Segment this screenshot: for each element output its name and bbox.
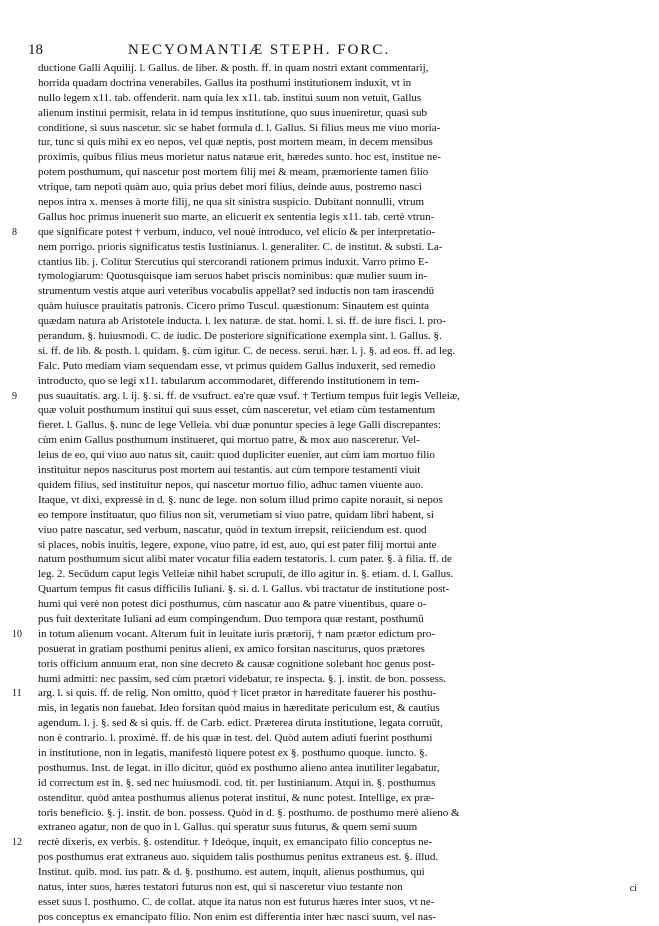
line-text: leius de eo, qui viuo auo natus sit, cauit: quod dupliciter euenier, aut cùm iam mortuo filio (38, 450, 435, 462)
margin-number: 10 (12, 628, 22, 640)
line-text: extraneo agatur, non de quo in l. Gallus. qui speratur suus futurus, & quem semi suum (38, 822, 418, 834)
line-text: quidem filius, sed instituitur nepos, qui nascetur mortuo filio, adhuc tamen viuente auo. (38, 479, 424, 491)
text-line (38, 568, 638, 583)
text-line (38, 241, 638, 256)
text-line (38, 464, 638, 479)
line-text: tymologiarum: Quotusquisque iam seruos habet priscis nominibus: quæ mulier suum in- (38, 271, 428, 283)
line-text: strumentum vestis atque auri veteribus vocabulis appellat? sed inductis non tam irascendū (38, 286, 435, 298)
text-line (38, 62, 638, 77)
line-text: posuerat in gratiam posthumi penitus alieni, ex amico forsitan nasciturus, quos prætores (38, 643, 425, 655)
text-line (38, 598, 638, 613)
line-text: arg. l. si quis. ff. de relig. Non omitto, quòd † licet prætor in hæreditate fauerer his posthu- (38, 688, 437, 700)
line-text: esset suus l. posthumo. C. de collat. atque ita natus non est futurus hæres inter suos, vt ne- (38, 896, 435, 908)
line-text: id correctum est in. §. sed nec huiusmodi. cod. tit. per Iustinianum. Atqui in. §. posthumus (38, 777, 436, 789)
text-line (38, 673, 638, 688)
line-text: si places, nobis inuitis, legere, expone, viuo patre, id est, auo, qui est pater filij mortui ante (38, 539, 437, 551)
text-line (12, 628, 638, 643)
text-line (38, 151, 638, 166)
page-number: 18 (28, 42, 43, 58)
body-text (12, 62, 638, 926)
line-text: pus suauitatis. arg. l. ij. §. si. ff. de vsufruct. ea're quæ vsuf. † Tertium tempus fuit legis Velleiæ, (38, 390, 460, 402)
line-text: non è contrario. l. proximè. ff. de his quæ in test. del. Quòd autem adiuti fuerint posthumi (38, 733, 433, 745)
line-text: ostenditur. quòd antea posthumus alienus poterat institui, & nunc potest. Intellige, ex præ- (38, 792, 435, 804)
line-text: Itaque, vt dixi, expressè in d. §. nunc de lege. non solum illud primo capite norauit, si nepos (38, 494, 443, 506)
text-line (38, 702, 638, 717)
line-text: potem posthumum, qui nascetur post mortem filij mei & meam, præmoriente tamen filio (38, 167, 429, 179)
text-line (38, 539, 638, 554)
text-line (38, 762, 638, 777)
line-text: ductione Galli Aquilij. l. Gallus. de liber. & posth. ff. in quam nostri extant commentarij, (38, 63, 429, 74)
text-line (38, 166, 638, 181)
text-line (38, 122, 638, 137)
text-line (38, 315, 638, 330)
text-line (38, 494, 638, 509)
margin-number: 8 (12, 226, 17, 238)
text-line (38, 404, 638, 419)
margin-number: 9 (12, 390, 17, 402)
text-line (12, 390, 638, 405)
line-text: cùm enim Gallus posthumum institueret, qui mortuo patre, & mox auo nasceretur. Vel- (38, 435, 420, 447)
text-line (38, 285, 638, 300)
line-text: Institut. quib. mod. ius patr. & d. §. posthumo. est autem, inquit, alienus posthumus, qui (38, 867, 425, 879)
line-text: viuo patre nascatur, sed verbum, nascatur, quòd in textum irrepsit, reiiciendum est. quod (38, 524, 427, 536)
line-text: Falc. Puto mediam viam sequendam esse, vt primus quidem Gallus induxerit, sed remedio (38, 360, 436, 372)
line-text: humi qui verè non potest dici posthumus, cùm nascatur auo & patre viuentibus, quare o- (38, 599, 427, 611)
line-text: toris beneficio. §. j. instit. de bon. possess. Quòd in d. §. posthumo. de posthumo merè alieno & (38, 807, 460, 819)
text-line (38, 449, 638, 464)
line-text: perandum. §. huiusmodi. C. de iudic. De posteriore significatione exempla sint. l. Gallus. §. (38, 331, 442, 343)
line-text: introducto, quo se legi x11. tabularum accommodaret, differendo institutionem in tem- (38, 375, 420, 387)
text-line (38, 613, 638, 628)
text-line (38, 866, 638, 881)
text-line (38, 658, 638, 673)
text-line (38, 509, 638, 524)
line-text: quædam natura ab Aristotele inducta. l. lex naturæ. de stat. homi. l. si. ff. de iure fisci. l. pro- (38, 316, 446, 328)
line-text: in totum alienum vocant. Alterum fuit in leuitate iuris prætorij, † nam prætor edictum pro- (38, 628, 436, 640)
line-text: vtrique, tam nepoti quàm auo, quia prius debet mori filius, deinde auus, postremo nasci (38, 182, 422, 194)
text-line (38, 92, 638, 107)
text-line (38, 851, 638, 866)
line-text: quàm huiusce prauitatis patronis. Cicero primo Tuscul. quæstionum: Sinautem est quinta (38, 301, 429, 313)
line-text: que significare potest † verbum, induco, vel nouè introduco, vel elicio & per interpretatio- (38, 226, 436, 238)
line-text: Gallus hoc primus inuenerit suo marte, an elicuerit ex sententia legis x11. tab. certè vtrun- (38, 211, 435, 223)
text-line (12, 226, 638, 241)
line-text: pos conceptus ex emancipato filio. Non enim est differentia inter hæc nasci suum, vel nas- (38, 911, 437, 923)
text-line (38, 821, 638, 836)
text-line (38, 330, 638, 345)
text-line (38, 524, 638, 539)
text-line (38, 777, 638, 792)
line-text: ctantius lib. j. Colitur Stercutius qui stercorandi rationem primus induxit. Varro primo E- (38, 256, 429, 268)
text-line (38, 553, 638, 568)
text-line (38, 196, 638, 211)
line-text: toris officium annuum erat, non sine decreto & causæ cognitione solebant hoc genus post- (38, 658, 435, 670)
line-text: leg. 2. Secūdum caput legis Velleiæ nihil habet scrupuli, de illo agitur in. §. etiam. d. l. Gallus. (38, 569, 454, 581)
line-text: in institutione, non in legatis, manifestò liquere potest ex §. posthumo quoque. iuncto. §. (38, 747, 428, 759)
text-line (38, 77, 638, 92)
line-text: posthumus. Inst. de legat. in illo dicitur, quòd ex posthumo alieno antea inutiliter legabatur, (38, 762, 440, 774)
text-line (38, 732, 638, 747)
text-line (38, 136, 638, 151)
margin-number: 12 (12, 837, 22, 849)
text-line (38, 479, 638, 494)
text-line (12, 687, 638, 702)
catchword: ci (629, 883, 637, 894)
text-line (38, 270, 638, 285)
line-text: alienum institui permisit, relata in id tempus institutione, quo suus inueniretur, quasi sub (38, 107, 427, 119)
text-line (38, 881, 638, 896)
text-line (38, 419, 638, 434)
line-text: agendum. l. j. §. sed & si quis. ff. de Carb. edict. Præterea diruta institutione, legata corruūt, (38, 718, 443, 730)
text-line (38, 434, 638, 449)
text-line (38, 643, 638, 658)
text-line (38, 345, 638, 360)
line-text: mis, in legatis non fauebat. Ideo forsitan quòd maius in hæreditate periculum est, & cautius (38, 703, 440, 715)
line-text: pus fuit dexteritate Iuliani ad eum compingendum. Duo tempora quæ restant, posthumū (38, 613, 424, 625)
text-line (38, 211, 638, 226)
text-line (38, 107, 638, 122)
text-line (38, 807, 638, 822)
line-text: natum posthumum sicut alibi mater vocatur filia eadem testatoris. l. cum pater. §. à filia. ff. de (38, 554, 452, 566)
line-text: humi admitti: nec passim, sed cùm prætori videbatur, re inspecta. §. j. instit. de bon. possess. (38, 673, 446, 685)
line-text: Quartum tempus fit casus difficilis Iuliani. §. si. d. l. Gallus. vbi tractatur de institutione post- (38, 584, 450, 596)
line-text: natus, inter suos, hæres testatori futurus non est, qui si nasceretur viuo testante non (38, 881, 403, 893)
running-title: NECYOMANTIÆ STEPH. FORC. (128, 42, 391, 58)
line-text: instituitur nepos nasciturus post mortem aui testantis. aut cùm tempore testamenti viuit (38, 465, 421, 477)
text-line (38, 181, 638, 196)
text-line (38, 747, 638, 762)
line-text: fieret. l. Gallus. §. nunc de lege Velleia. vbi duæ ponuntur species à lege Galli discrepantes: (38, 420, 441, 432)
margin-number: 11 (12, 688, 22, 700)
line-text: si. ff. de lib. & posth. l. quidam. §. cùm igitur. C. de necess. serui. hær. l. j. §. ad eos. ff. ad leg. (38, 345, 456, 357)
line-text: pos posthumus erat extraneus auo. siquidem talis posthumus penitus extraneus est. §. illud. (38, 852, 439, 864)
text-line (38, 911, 638, 926)
line-text: eo tempore instituatur, quo filius non sit, verumetiam si viuo patre, quidam libri habent, si (38, 509, 435, 521)
line-text: nem porrigo. prioris significatus testis Iustinianus. l. generaliter. C. de institut. & substi. La- (38, 241, 443, 253)
text-line (38, 360, 638, 375)
text-line (38, 717, 638, 732)
line-text: conditione, si suus nascetur. sic se habet formula d. l. Gallus. Si filius meus me viuo moria- (38, 122, 441, 134)
text-line (38, 792, 638, 807)
text-line (12, 836, 638, 851)
text-line (38, 583, 638, 598)
line-text: proximis, quibus filius meus morietur natus natæue erit, hæredes sunto. hoc est, institue ne- (38, 152, 441, 164)
line-text: tur, tunc si quis mihi ex eo nepos, vel quæ neptis, post mortem meam, in decem mensibus (38, 137, 433, 149)
text-line (38, 300, 638, 315)
text-line (38, 256, 638, 271)
text-line (38, 896, 638, 911)
text-line (38, 375, 638, 390)
line-text: quæ voluit posthumum institui qui suus esset, cùm nasceretur, vel etiam cùm testamentum (38, 405, 436, 417)
line-text: nepos intra x. menses à morte filij, ne qua sit sinistra suspicio. Dubitant nonnulli, vtrum (38, 197, 425, 209)
line-text: horrida quadam doctrina venerabiles. Gallus ita posthumi institutionem induxit, vt in (38, 77, 412, 89)
line-text: nullo legem x11. tab. offenderit. nam quia lex x11. tab. institui suum non vetuit, Gallus (38, 92, 422, 104)
line-text: rectè dixeris, ex verbis. §. ostenditur. † Ideóque, inquit, ex emancipato filio conceptus ne- (38, 837, 433, 849)
